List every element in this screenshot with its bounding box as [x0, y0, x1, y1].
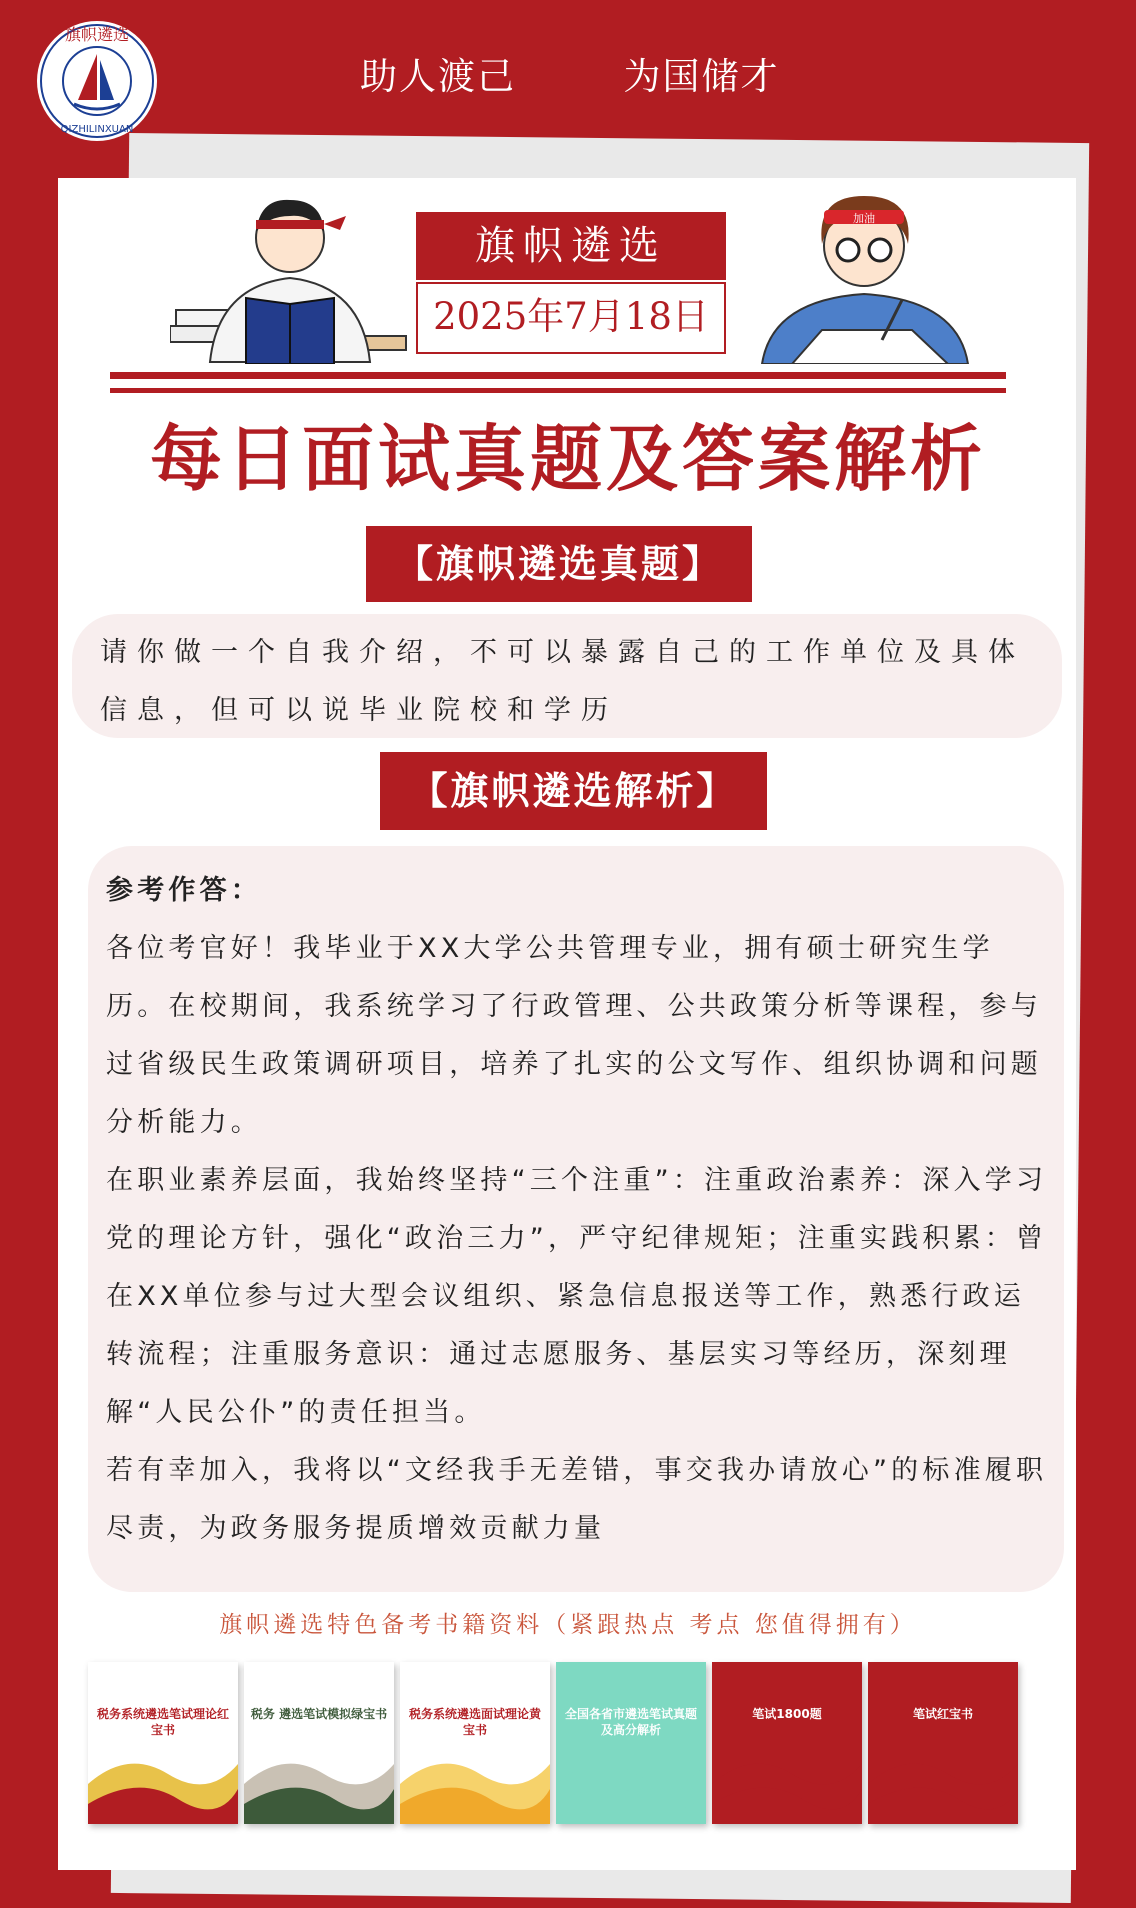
book-title: 税务系统遴选面试理论黄宝书: [408, 1707, 541, 1737]
divider-thick: [110, 372, 1006, 379]
book-wave-art: [712, 1744, 862, 1824]
book-title: 全国各省市遴选笔试真题及高分解析: [564, 1707, 697, 1737]
divider-thin: [110, 388, 1006, 393]
answer-paragraph: 在职业素养层面，我始终坚持“三个注重”：注重政治素养：深入学习党的理论方针，强化“政治三力”，严守纪律规矩；注重实践积累：曾在XX单位参与过大型会议组织、紧急信息报送等工作，熟悉行政运转流程；注重服务意识：通过志愿服务、基层实习等经历，深刻理解“人民公仆”的责任担当。: [106, 1165, 1048, 1428]
book-cover[interactable]: [868, 1662, 1018, 1824]
book-wave-art: [400, 1744, 550, 1824]
answer-paragraph: 各位考官好！我毕业于XX大学公共管理专业，拥有硕士研究生学历。在校期间，我系统学习了行政管理、公共政策分析等课程，参与过省级民生政策调研项目，培养了扎实的公文写作、组织协调和问题分析能力。: [106, 933, 1042, 1138]
answer-content: [106, 862, 1054, 1558]
book-title: 笔试红宝书: [912, 1707, 973, 1721]
analysis-section-tag: 【旗帜遴选解析】: [380, 752, 767, 830]
answer-label: 参考作答：: [106, 875, 262, 906]
slogan: 助人渡己 为国储才: [360, 55, 780, 98]
book-wave-art: [868, 1744, 1018, 1824]
book-list: [88, 1662, 1048, 1828]
book-cover[interactable]: [88, 1662, 238, 1824]
brand-title: 旗帜遴选: [416, 212, 726, 280]
book-title: 笔试1800题: [752, 1707, 822, 1721]
student-writing-illustration: [752, 190, 978, 364]
question-section-tag: 【旗帜遴选真题】: [366, 526, 752, 602]
book-cover[interactable]: [556, 1662, 706, 1824]
book-wave-art: [244, 1744, 394, 1824]
doodle-tag-text: 加油: [853, 212, 875, 225]
logo-subtext: QIZHILINXUAN: [60, 124, 134, 135]
logo-text: 旗帜遴选: [64, 25, 130, 44]
page-title: 每日面试真题及答案解析: [149, 417, 986, 501]
date-label: 2025年7月18日: [416, 282, 726, 354]
book-title: 税务 遴选笔试模拟绿宝书: [250, 1707, 388, 1721]
book-wave-art: [556, 1744, 706, 1824]
book-cover[interactable]: [244, 1662, 394, 1824]
book-cover[interactable]: [712, 1662, 862, 1824]
books-caption: 旗帜遴选特色备考书籍资料（紧跟热点 考点 您值得拥有）: [219, 1612, 917, 1638]
question-text: 请你做一个自我介绍，不可以暴露自己的工作单位及具体信息，但可以说毕业院校和学历: [100, 637, 1025, 726]
qizhi-logo: [34, 18, 160, 144]
book-cover[interactable]: [400, 1662, 550, 1824]
book-wave-art: [88, 1744, 238, 1824]
student-reading-illustration: [170, 186, 410, 364]
book-title: 税务系统遴选笔试理论红宝书: [96, 1707, 229, 1737]
answer-paragraph: 若有幸加入，我将以“文经我手无差错，事交我办请放心”的标准履职尽责，为政务服务提质增效贡献力量: [106, 1455, 1048, 1544]
